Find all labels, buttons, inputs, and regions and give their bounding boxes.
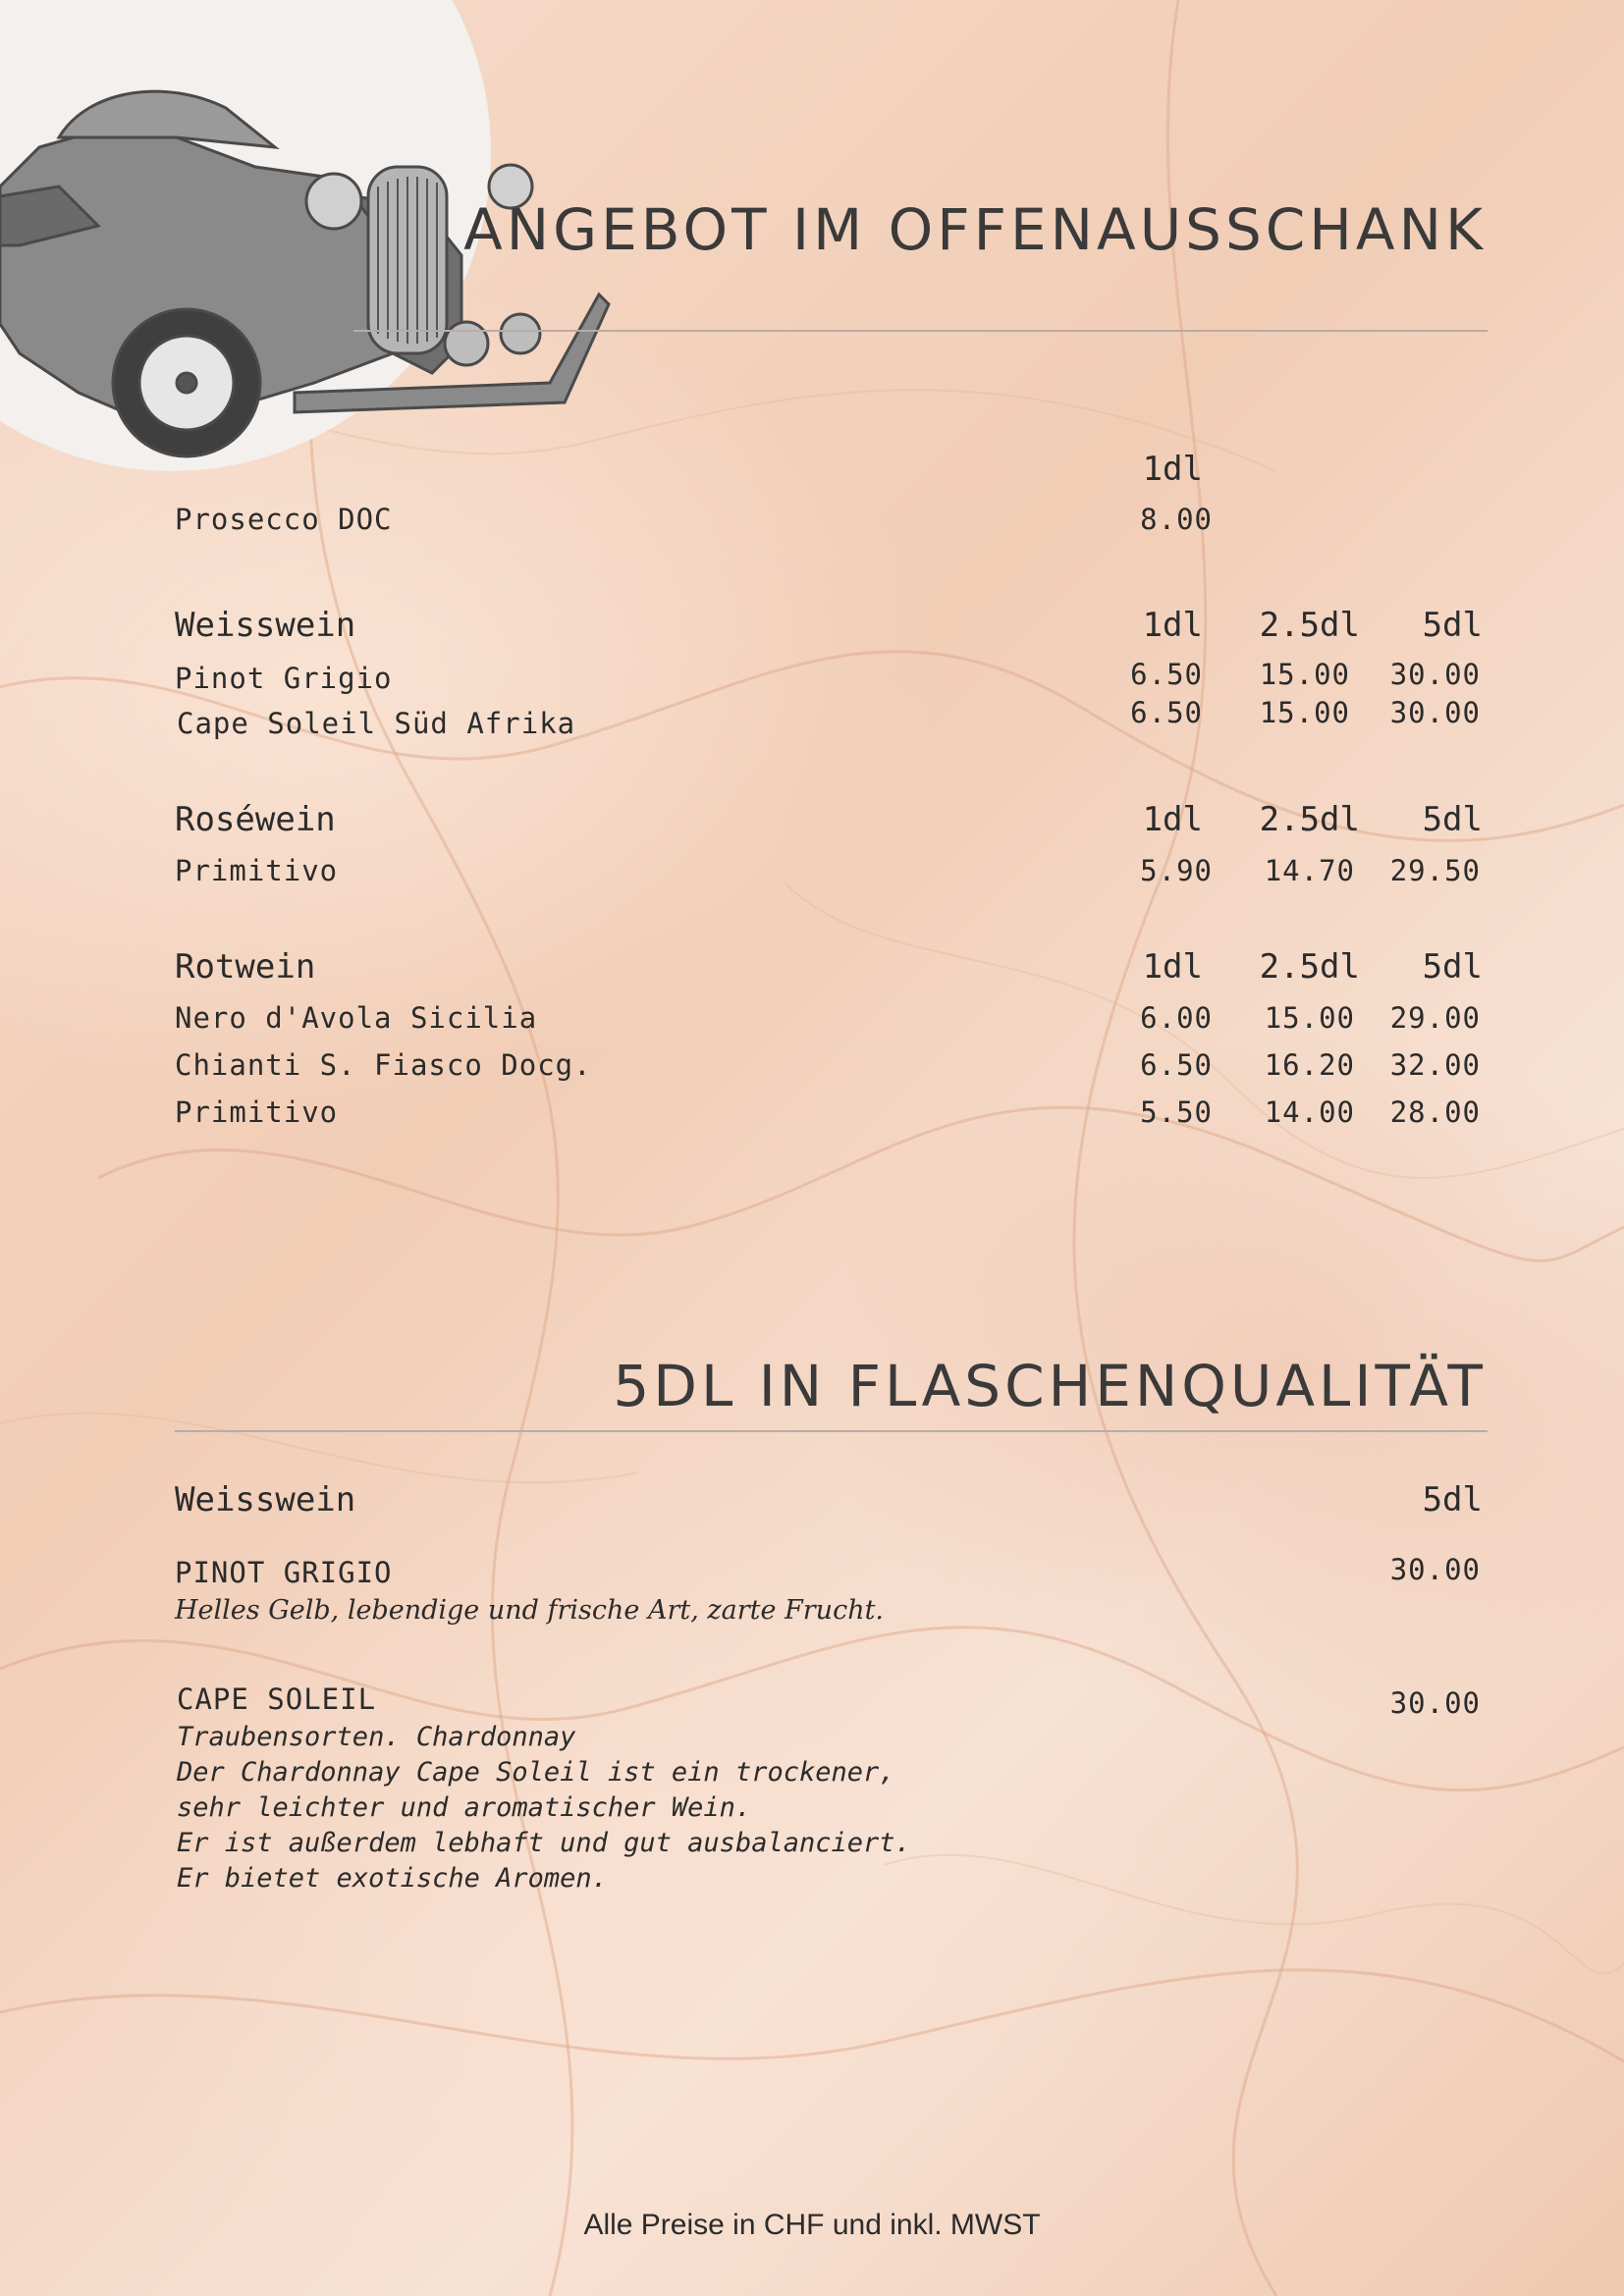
description-line: sehr leichter und aromatischer Wein. (177, 1792, 752, 1823)
rotwein-header-1dl: 1dl (1142, 947, 1203, 987)
price-nero-davola-2-5dl: 15.00 (1264, 1001, 1355, 1035)
category-rotwein: Rotwein (175, 947, 316, 987)
price-pinot-grigio-5dl: 30.00 (1389, 658, 1481, 691)
price-cape-soleil-1dl: 6.50 (1130, 696, 1203, 729)
price-prosecco-1dl: 8.00 (1140, 503, 1213, 536)
price-primitivo-rot-5dl: 28.00 (1389, 1095, 1481, 1129)
section-divider (175, 1430, 1488, 1432)
item-nero-davola: Nero d'Avola Sicilia (175, 1001, 538, 1035)
price-nero-davola-1dl: 6.00 (1140, 1001, 1213, 1035)
rosewein-header-5dl: 5dl (1422, 800, 1483, 839)
description-pinot-grigio: Helles Gelb, lebendige und frische Art, zarte Frucht. (175, 1595, 885, 1626)
price-cape-soleil-5dl: 30.00 (1389, 696, 1481, 729)
category-rosewein: Roséwein (175, 800, 336, 839)
price-chianti-5dl: 32.00 (1389, 1048, 1481, 1082)
description-line: Er ist außerdem lebhaft und gut ausbalanciert. (177, 1828, 911, 1858)
category-weisswein-flasche: Weisswein (175, 1480, 356, 1520)
weisswein-header-2-5dl: 2.5dl (1259, 606, 1360, 645)
price-pinot-grigio-2-5dl: 15.00 (1259, 658, 1350, 691)
weisswein-header-1dl: 1dl (1142, 606, 1203, 645)
item-chianti: Chianti S. Fiasco Docg. (175, 1048, 592, 1082)
price-pinot-grigio-flasche: 30.00 (1389, 1553, 1481, 1586)
item-primitivo-rose: Primitivo (175, 854, 339, 887)
price-primitivo-rot-2-5dl: 14.00 (1264, 1095, 1355, 1129)
price-primitivo-rose-5dl: 29.50 (1389, 854, 1481, 887)
section-title-offenausschank: ANGEBOT IM OFFENAUSSCHANK (463, 196, 1487, 263)
price-chianti-1dl: 6.50 (1140, 1048, 1213, 1082)
item-prosecco-doc: Prosecco DOC (175, 503, 393, 536)
price-cape-soleil-flasche: 30.00 (1389, 1686, 1481, 1720)
price-pinot-grigio-1dl: 6.50 (1130, 658, 1203, 691)
item-primitivo-rot: Primitivo (175, 1095, 339, 1129)
item-pinot-grigio-flasche: PINOT GRIGIO (175, 1556, 393, 1589)
description-line: Der Chardonnay Cape Soleil ist ein trockener, (177, 1757, 895, 1788)
price-footnote: Alle Preise in CHF und inkl. MWST (583, 2209, 1041, 2241)
flasche-header-5dl: 5dl (1422, 1480, 1483, 1520)
weisswein-header-5dl: 5dl (1422, 606, 1483, 645)
price-cape-soleil-2-5dl: 15.00 (1259, 696, 1350, 729)
price-chianti-2-5dl: 16.20 (1264, 1048, 1355, 1082)
description-cape-soleil (177, 1720, 911, 1896)
rotwein-header-2-5dl: 2.5dl (1259, 947, 1360, 987)
price-nero-davola-5dl: 29.00 (1389, 1001, 1481, 1035)
vintage-car-illustration (0, 59, 628, 471)
rosewein-header-1dl: 1dl (1142, 800, 1203, 839)
item-pinot-grigio: Pinot Grigio (175, 662, 393, 695)
item-cape-soleil-flasche: CAPE SOLEIL (177, 1682, 377, 1716)
category-weisswein: Weisswein (175, 606, 356, 645)
section-divider (353, 330, 1488, 332)
rosewein-header-2-5dl: 2.5dl (1259, 800, 1360, 839)
price-primitivo-rose-2-5dl: 14.70 (1264, 854, 1355, 887)
description-line: Er bietet exotische Aromen. (177, 1863, 608, 1894)
description-line: Traubensorten. Chardonnay (177, 1722, 576, 1752)
item-cape-soleil: Cape Soleil Süd Afrika (177, 707, 576, 740)
price-primitivo-rot-1dl: 5.50 (1140, 1095, 1213, 1129)
price-primitivo-rose-1dl: 5.90 (1140, 854, 1213, 887)
rotwein-header-5dl: 5dl (1422, 947, 1483, 987)
section-title-flaschenqualitaet: 5DL IN FLASCHENQUALITÄT (613, 1353, 1487, 1419)
prosecco-size-header: 1dl (1142, 450, 1203, 489)
